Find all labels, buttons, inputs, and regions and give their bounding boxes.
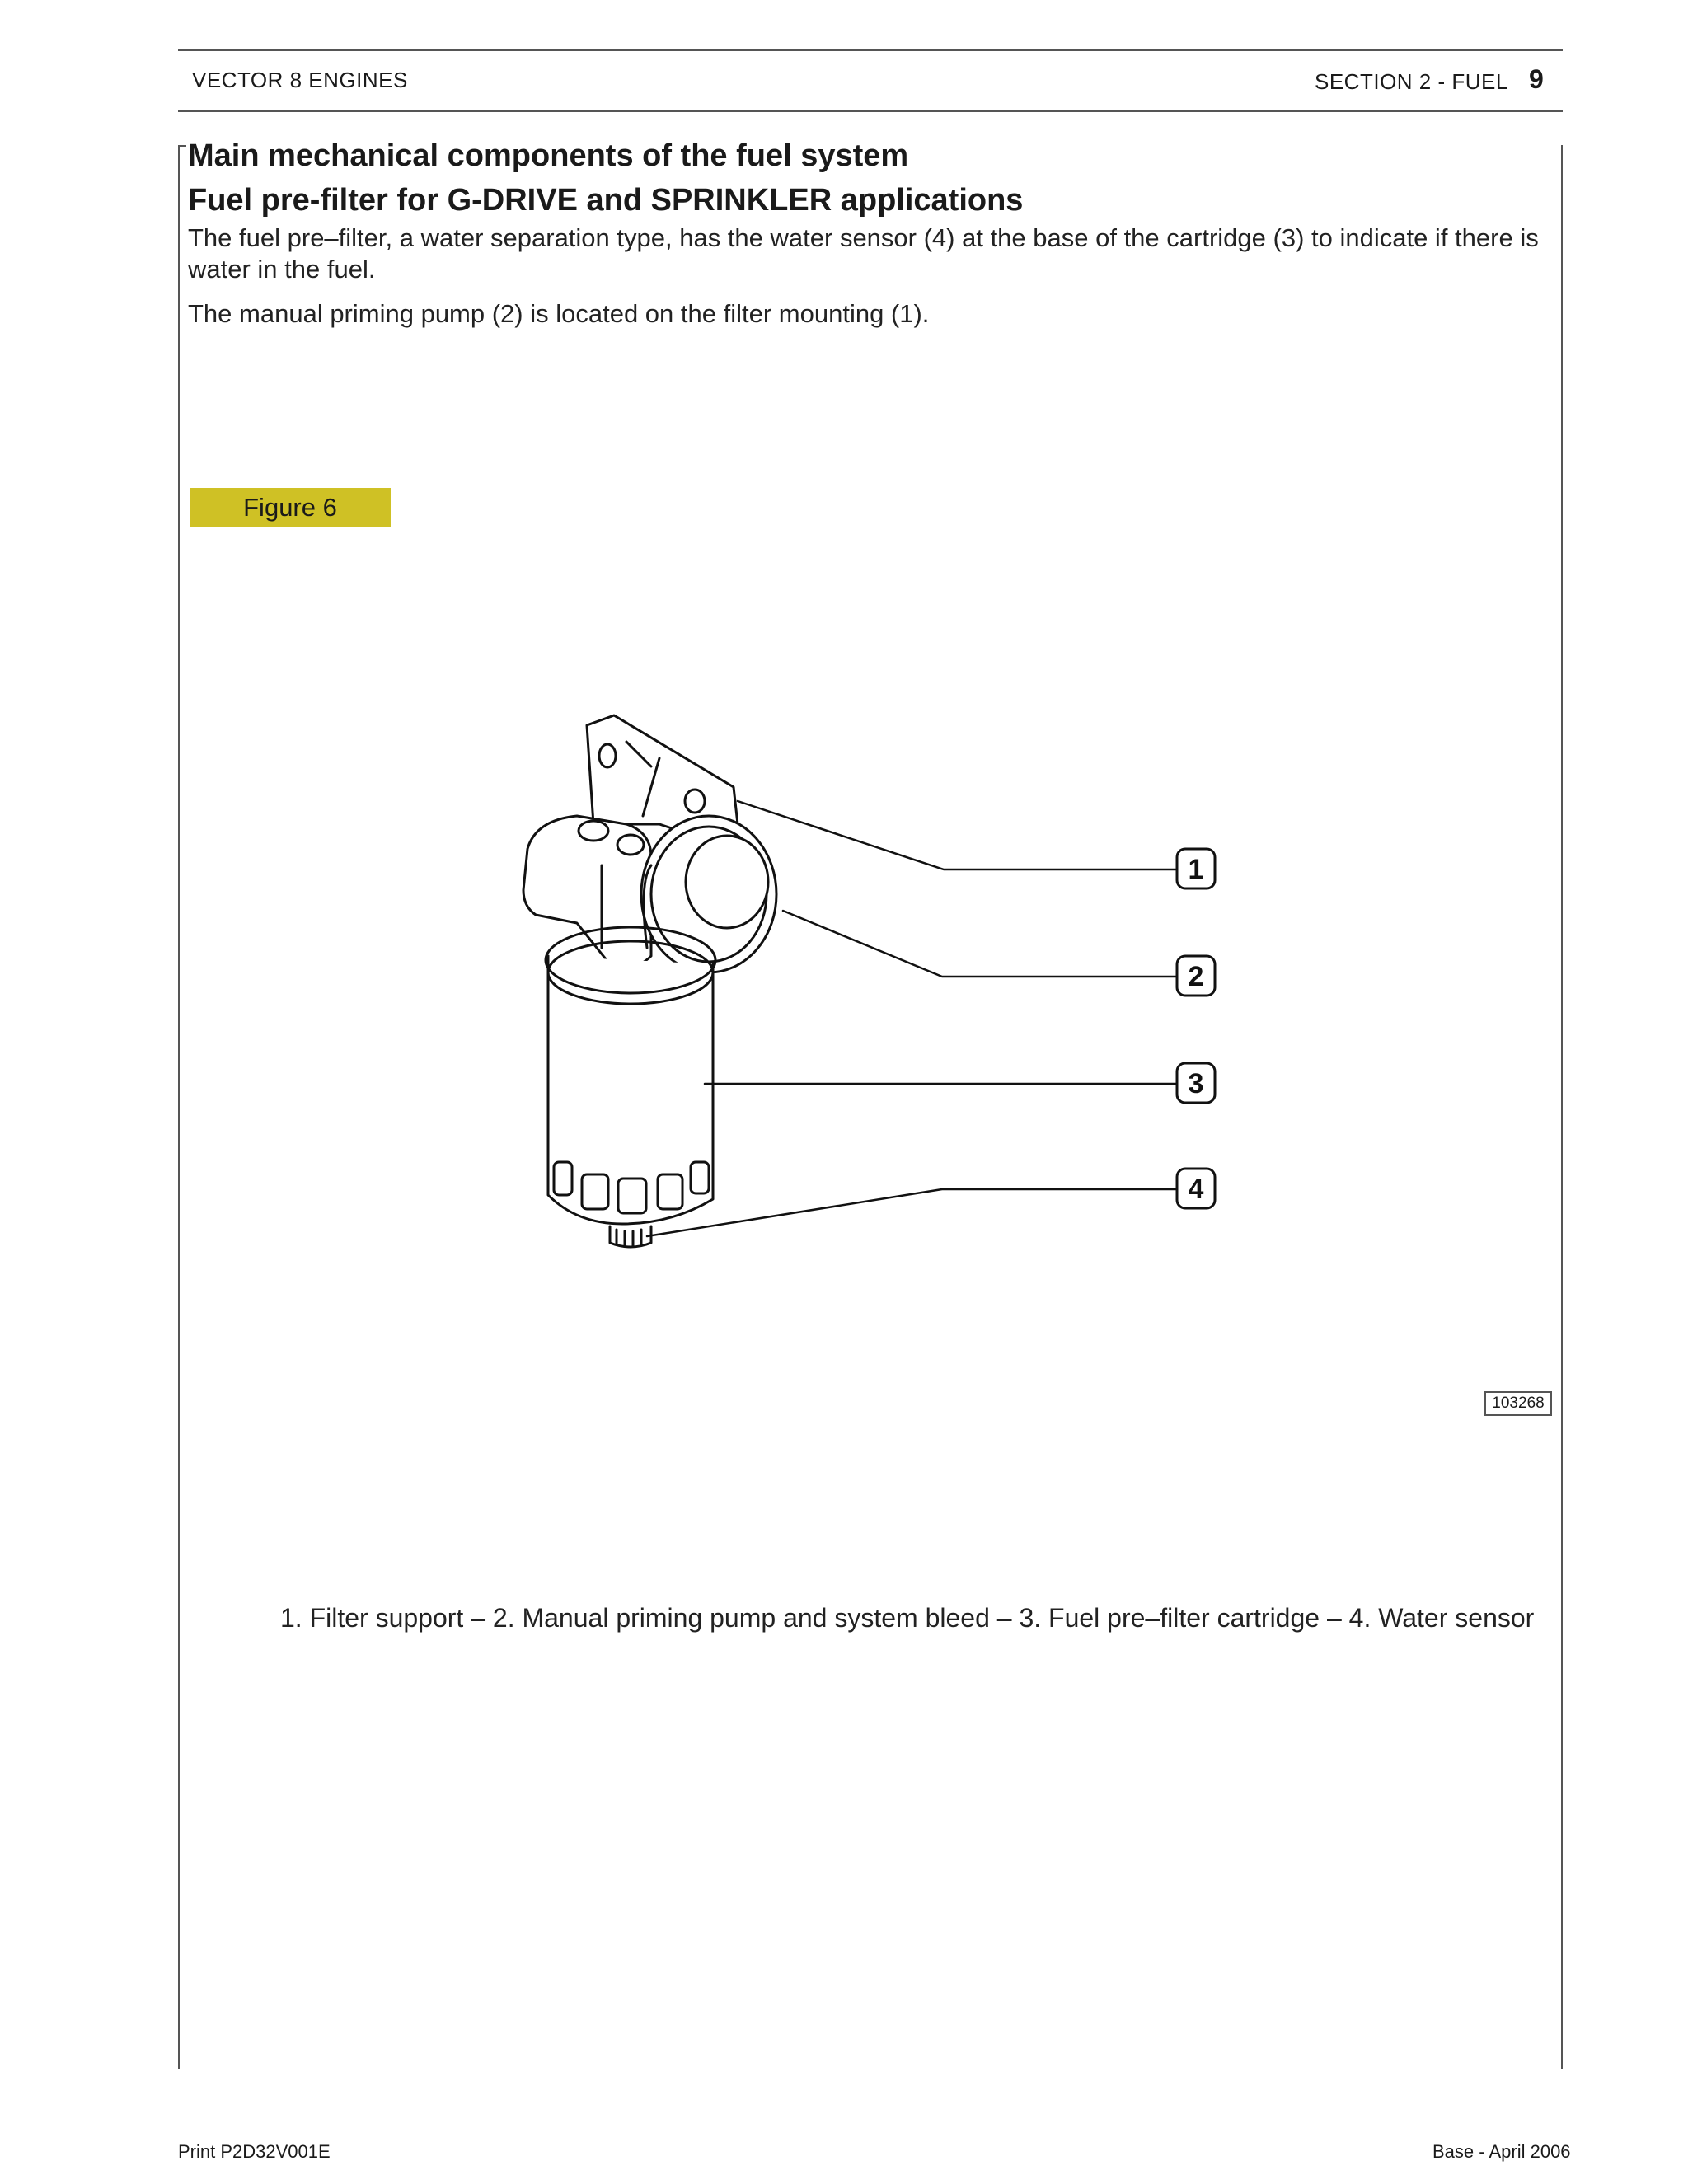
page-number: 9 xyxy=(1529,64,1544,94)
leader-line-2 xyxy=(783,911,1185,977)
footer-print-code: Print P2D32V001E xyxy=(178,2141,331,2162)
page-subtitle: Fuel pre-filter for G-DRIVE and SPRINKLER applications xyxy=(188,183,1024,218)
figure-label: Figure 6 xyxy=(190,488,391,527)
leader-line-4 xyxy=(647,1189,1185,1236)
figure-caption: 1. Filter support – 2. Manual priming pump and system bleed – 3. Fuel pre–filter cartridge – 4. Water sensor xyxy=(280,1603,1535,1633)
page-title: Main mechanical components of the fuel system xyxy=(188,138,909,173)
image-reference-code: 103268 xyxy=(1484,1391,1552,1416)
paragraph-water-sensor: The fuel pre–filter, a water separation type, has the water sensor (4) at the base of the cartridge (3) to indicate if there is water in the fuel. xyxy=(188,223,1539,284)
callout-label-1: 1 xyxy=(1188,854,1204,885)
callout-label-2: 2 xyxy=(1188,961,1204,992)
bracket-plate xyxy=(587,715,738,832)
header-section: SECTION 2 - FUEL xyxy=(1315,69,1508,94)
callout-label-3: 3 xyxy=(1188,1068,1204,1099)
leader-line-1 xyxy=(738,801,1185,869)
callout-label-4: 4 xyxy=(1188,1174,1204,1205)
footer-edition: Base - April 2006 xyxy=(1432,2141,1571,2162)
paragraph-priming-pump: The manual priming pump (2) is located on the filter mounting (1). xyxy=(188,299,930,328)
header-manual-title: VECTOR 8 ENGINES xyxy=(192,68,408,92)
